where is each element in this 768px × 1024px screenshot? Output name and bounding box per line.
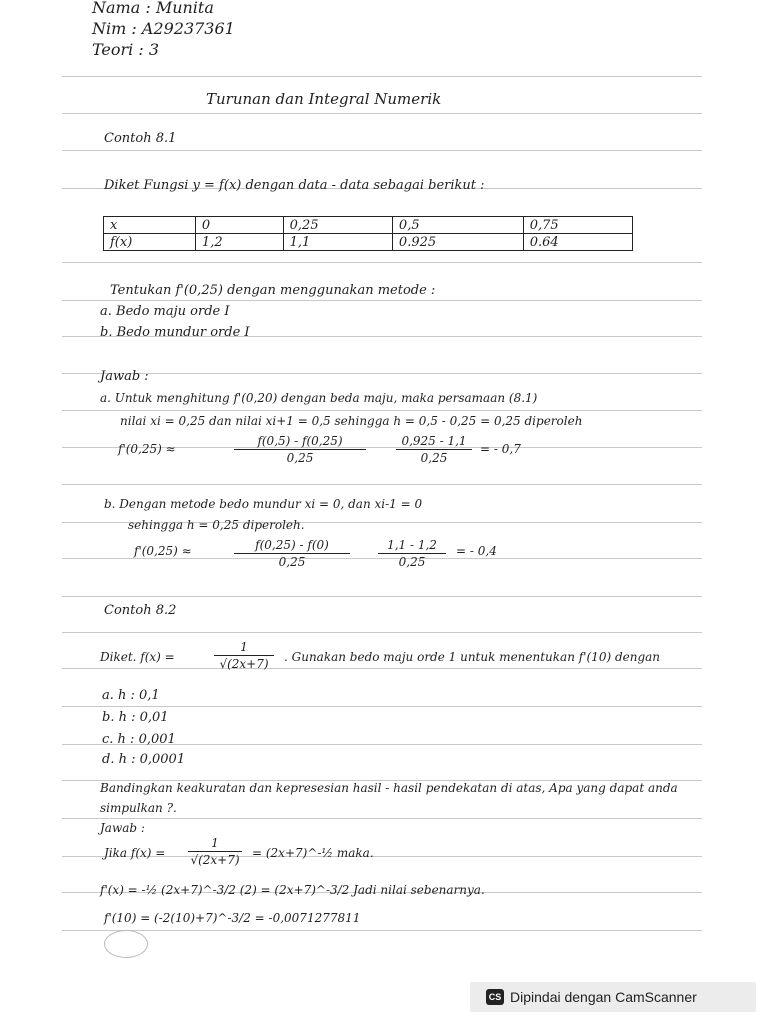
table-row [104,217,633,234]
table-cell: 0 [195,217,283,234]
fraction [396,434,472,465]
table-cell: f(x) [104,234,196,251]
fraction [234,434,366,465]
numerator: 1 [240,640,248,654]
formula-rest: = (2x+7)^-½ maka. [252,846,374,860]
compare-line1: Bandingkan keakuratan dan kepresesian hasil - hasil pendekatan di atas, Apa yang dapat anda [100,781,678,795]
table-cell: 0,75 [523,217,632,234]
table-cell: 0,5 [392,217,523,234]
student-nim: Nim : A29237361 [92,19,235,38]
numerator: f(0,5) - f(0,25) [257,434,343,448]
option-item: d. h : 0,0001 [102,752,186,767]
answer-b-line2: sehingga h = 0,25 diperoleh. [128,518,305,532]
student-name: Nama : Munita [92,0,214,17]
formula-lhs: f'(0,25) ≈ [118,442,176,456]
formula-lhs: f'(0,25) ≈ [134,544,192,558]
f10-line: f'(10) = (-2(10)+7)^-3/2 = -0,0071277811 [104,911,361,925]
fraction [188,836,242,867]
denominator: 0,25 [286,451,314,465]
answer-a-line1: a. Untuk menghitung f'(0,20) dengan beda maju, maka persamaan (8.1) [100,391,538,405]
numerator: 1,1 - 1,2 [387,538,437,552]
option-item: b. h : 0,01 [102,710,169,725]
given-statement: Diket Fungsi y = f(x) dengan data - data sebagai berikut : [104,178,485,193]
given-lhs: Diket. f(x) = [100,650,175,664]
formula-lhs: Jika f(x) = [104,846,166,860]
option-a: a. Bedo maju orde I [100,304,230,319]
numerator: 1 [211,836,219,850]
result-value: = - 0,4 [456,544,497,558]
table-cell: 0.64 [523,234,632,251]
compare-line2: simpulkan ?. [100,801,177,815]
fraction [378,538,446,569]
student-teori: Teori : 3 [92,40,160,59]
fraction [214,640,274,671]
derivative-line: f'(x) = -½ (2x+7)^-3/2 (2) = (2x+7)^-3/2 Jadi nilai sebenarnya. [100,883,485,897]
table-cell: 0,25 [283,217,392,234]
result-value: = - 0,7 [480,442,521,456]
task-statement: Tentukan f'(0,25) dengan menggunakan metode : [110,283,436,298]
option-item: a. h : 0,1 [102,688,160,703]
numerator: f(0,25) - f(0) [255,538,329,552]
answer-a-line2: nilai xi = 0,25 dan nilai xi+1 = 0,5 sehingga h = 0,5 - 0,25 = 0,25 diperoleh [120,414,583,428]
denominator: 0,25 [398,555,426,569]
numerator: 0,925 - 1,1 [401,434,467,448]
camscanner-text: Dipindai dengan CamScanner [510,989,697,1005]
table-cell: 1,2 [195,234,283,251]
table-cell: x [104,217,196,234]
table-cell: 0.925 [392,234,523,251]
denominator: 0,25 [278,555,306,569]
table-row [104,234,633,251]
data-table [103,216,633,251]
camscanner-watermark [470,982,756,1012]
answer-label: Jawab : [100,821,145,835]
example-label: Contoh 8.2 [104,603,177,618]
denominator: 0,25 [420,451,448,465]
denominator: √(2x+7) [219,657,269,671]
camscanner-logo-icon: CS [486,989,504,1005]
fraction [234,538,350,569]
table-cell: 1,1 [283,234,392,251]
answer-label: Jawab : [100,369,149,384]
page-title: Turunan dan Integral Numerik [206,90,442,108]
option-b: b. Bedo mundur orde I [100,325,250,340]
given-rest: . Gunakan bedo maju orde 1 untuk menentukan f'(10) dengan [284,650,661,664]
example-label: Contoh 8.1 [104,131,177,146]
denominator: √(2x+7) [190,853,240,867]
option-item: c. h : 0,001 [102,732,176,747]
ink-stamp [104,930,148,958]
answer-b-line1: b. Dengan metode bedo mundur xi = 0, dan xi-1 = 0 [104,497,423,511]
